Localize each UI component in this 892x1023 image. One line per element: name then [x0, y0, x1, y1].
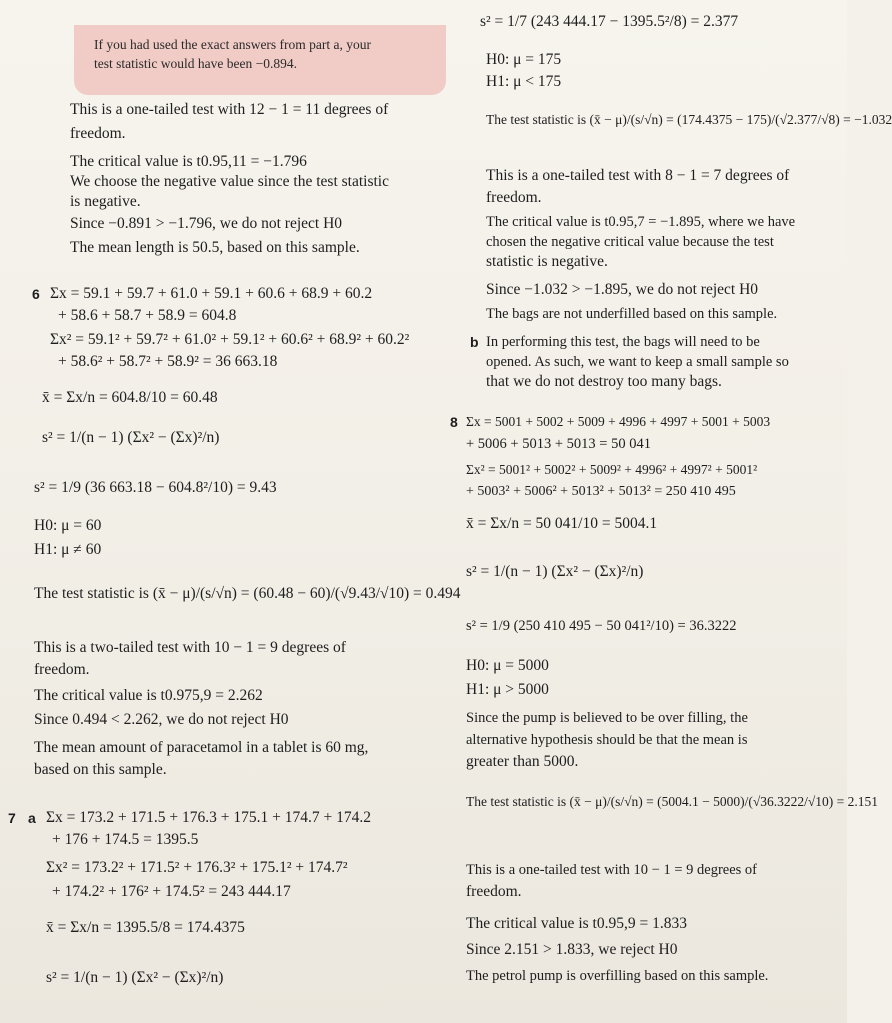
q6-sum-x: Σx = 59.1 + 59.7 + 61.0 + 59.1 + 60.6 + 68.9 + 60.2	[50, 285, 373, 302]
q6-test-statistic: The test statistic is (x̄ − μ)/(s/√n) = (60.48 − 60)/(√9.43/√10) = 0.494	[34, 585, 461, 602]
q8-df-line: This is a one-tailed test with 10 − 1 = 9 degrees of	[466, 862, 757, 878]
q8-alt-hypothesis: H1: μ > 5000	[466, 681, 549, 698]
conclusion-line: The mean length is 50.5, based on this sample.	[70, 239, 360, 256]
q8-sum-x-cont: + 5006 + 5013 + 5013 = 50 041	[466, 436, 651, 452]
q6-critical-value: The critical value is t0.975,9 = 2.262	[34, 687, 263, 704]
q8-null-hypothesis: H0: μ = 5000	[466, 657, 549, 674]
q7b-line-1: In performing this test, the bags will need to be	[486, 334, 760, 350]
question-8-number: 8	[450, 414, 458, 430]
q6-sum-x2-cont: + 58.6² + 58.7² + 58.9² = 36 663.18	[58, 353, 278, 370]
q7-variance-value: s² = 1/7 (243 444.17 − 1395.5²/8) = 2.377	[480, 13, 739, 30]
q6-decision: Since 0.494 < 2.262, we do not reject H0	[34, 711, 289, 728]
q8-test-statistic: The test statistic is (x̄ − μ)/(s/√n) = (5004.1 − 5000)/(√36.3222/√10) = 2.151	[466, 794, 879, 809]
df-line: This is a one-tailed test with 12 − 1 = 11 degrees of	[70, 101, 389, 118]
choose-negative-line: We choose the negative value since the test statistic	[70, 173, 389, 190]
q6-variance-formula: s² = 1/(n − 1) (Σx² − (Σx)²/n)	[42, 429, 220, 446]
q7-alt-hypothesis: H1: μ < 175	[486, 73, 562, 90]
q8-sum-x2-cont: + 5003² + 5006² + 5013² + 5013² = 250 410 495	[466, 484, 736, 499]
q8-sum-x: Σx = 5001 + 5002 + 5009 + 4996 + 4997 + 5001 + 5003	[466, 414, 771, 429]
q7-sum-x2-cont: + 174.2² + 176² + 174.5² = 243 444.17	[52, 883, 291, 900]
note-line-1: If you had used the exact answers from part a, your	[94, 37, 372, 52]
q8-mean: x̄ = Σx/n = 50 041/10 = 5004.1	[466, 515, 658, 532]
q8-variance-formula: s² = 1/(n − 1) (Σx² − (Σx)²/n)	[466, 563, 644, 580]
q8-df-line-cont: freedom.	[466, 883, 522, 900]
q8-critical-value: The critical value is t0.95,9 = 1.833	[466, 915, 687, 932]
question-7-number: 7	[8, 810, 16, 826]
q8-conclusion: The petrol pump is overfilling based on this sample.	[466, 968, 769, 984]
q6-mean: x̄ = Σx/n = 604.8/10 = 60.48	[42, 389, 218, 406]
df-line-cont: freedom.	[70, 125, 126, 142]
q7-mean: x̄ = Σx/n = 1395.5/8 = 174.4375	[46, 919, 245, 936]
q7-conclusion: The bags are not underfilled based on this sample.	[486, 306, 778, 322]
q8-decision: Since 2.151 > 1.833, we reject H0	[466, 941, 678, 958]
q7-sum-x2: Σx² = 173.2² + 171.5² + 176.3² + 175.1² + 174.7²	[46, 859, 348, 876]
q7-critical-value-cont2: statistic is negative.	[486, 253, 608, 270]
q7-df-line-cont: freedom.	[486, 189, 542, 206]
choose-negative-line-cont: is negative.	[70, 193, 141, 210]
part-a-label: a	[28, 810, 36, 826]
q8-reason-line-cont2: greater than 5000.	[466, 753, 579, 770]
q6-df-line: This is a two-tailed test with 10 − 1 = 9 degrees of	[34, 639, 346, 656]
right-column	[430, 0, 892, 1023]
q7-critical-value: The critical value is t0.95,7 = −1.895, where we have	[486, 214, 796, 230]
q7b-line-3: that we do not destroy too many bags.	[486, 373, 722, 390]
q8-reason-line: Since the pump is believed to be over filling, the	[466, 710, 748, 726]
q6-conclusion-cont: based on this sample.	[34, 761, 167, 778]
q6-conclusion: The mean amount of paracetamol in a tablet is 60 mg,	[34, 739, 369, 756]
question-6-number: 6	[32, 286, 40, 302]
q6-variance-value: s² = 1/9 (36 663.18 − 604.8²/10) = 9.43	[34, 479, 277, 496]
q7-critical-value-cont: chosen the negative critical value because the test	[486, 234, 774, 250]
q8-sum-x2: Σx² = 5001² + 5002² + 5009² + 4996² + 4997² + 5001²	[466, 462, 758, 477]
q6-alt-hypothesis: H1: μ ≠ 60	[34, 541, 102, 558]
q7b-line-2: opened. As such, we want to keep a small sample so	[486, 354, 789, 370]
q7-null-hypothesis: H0: μ = 175	[486, 51, 562, 68]
q7-test-statistic: The test statistic is (x̄ − μ)/(s/√n) = (174.4375 − 175)/(√2.377/√8) = −1.032	[486, 112, 892, 127]
q6-null-hypothesis: H0: μ = 60	[34, 517, 102, 534]
q8-variance-value: s² = 1/9 (250 410 495 − 50 041²/10) = 36.3222	[466, 618, 737, 634]
q7-variance-formula: s² = 1/(n − 1) (Σx² − (Σx)²/n)	[46, 969, 224, 986]
critical-value-line: The critical value is t0.95,11 = −1.796	[70, 153, 307, 170]
q6-sum-x-cont: + 58.6 + 58.7 + 58.9 = 604.8	[58, 307, 237, 324]
decision-line: Since −0.891 > −1.796, we do not reject H0	[70, 215, 343, 232]
note-line-2: test statistic would have been −0.894.	[94, 56, 297, 71]
part-b-label: b	[470, 334, 479, 350]
q6-sum-x2: Σx² = 59.1² + 59.7² + 61.0² + 59.1² + 60.6² + 68.9² + 60.2²	[50, 331, 410, 348]
q7-sum-x-cont: + 176 + 174.5 = 1395.5	[52, 831, 199, 848]
q8-reason-line-cont: alternative hypothesis should be that the mean is	[466, 732, 748, 748]
q6-df-line-cont: freedom.	[34, 661, 90, 678]
q7-df-line: This is a one-tailed test with 8 − 1 = 7 degrees of	[486, 167, 790, 184]
q7-decision: Since −1.032 > −1.895, we do not reject H0	[486, 281, 759, 298]
q7-sum-x: Σx = 173.2 + 171.5 + 176.3 + 175.1 + 174.7 + 174.2	[46, 809, 371, 826]
